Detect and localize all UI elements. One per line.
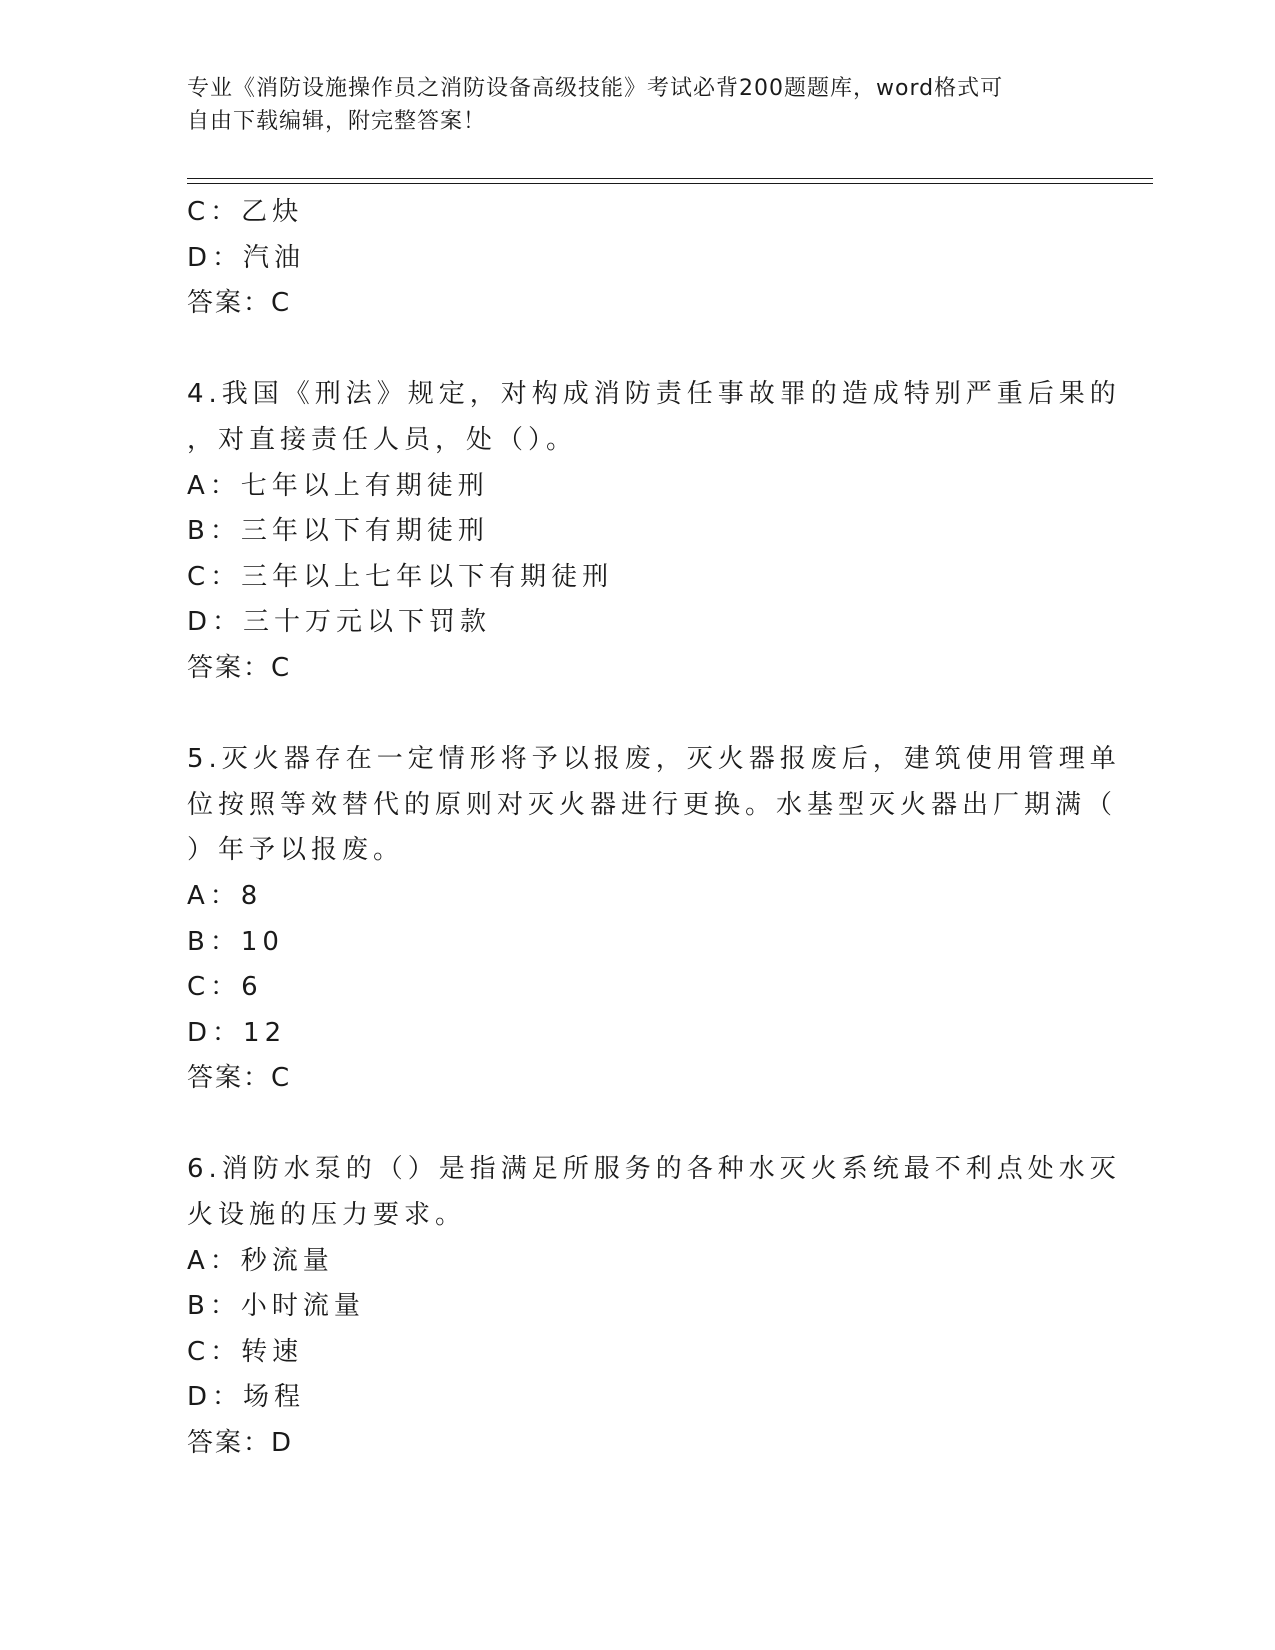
header-rule-bottom (187, 183, 1153, 184)
header-line-2: 自由下载编辑，附完整答案！ (187, 109, 487, 134)
option-c: C：三年以上七年以下有期徒刑 (187, 561, 614, 592)
question-6 (187, 1147, 1121, 1466)
option-b: B：三年以下有期徒刑 (187, 516, 489, 547)
question-stem-line: ）年予以报废。 (187, 835, 405, 866)
answer: 答案：C (187, 1063, 292, 1094)
answer: 答案：C (187, 652, 292, 683)
question-list (187, 190, 1121, 1467)
answer: 答案：D (187, 1428, 294, 1459)
question-4 (187, 372, 1121, 691)
option-d: D：12 (187, 1017, 287, 1048)
question-stem-line: 6.消防水泵的（）是指满足所服务的各种水灭火系统最不利点处水灭 (187, 1154, 1121, 1185)
header-rule-top (187, 178, 1153, 179)
question-stem-line: 火设施的压力要求。 (187, 1200, 467, 1231)
option-d: D：三十万元以下罚款 (187, 607, 492, 638)
question-stem-line: 4.我国《刑法》规定，对构成消防责任事故罪的造成特别严重后果的 (187, 379, 1121, 410)
answer: 答案：C (187, 288, 292, 319)
option-c: C：转速 (187, 1336, 304, 1367)
question-stem-line: 5.灭火器存在一定情形将予以报废，灭火器报废后，建筑使用管理单 (187, 744, 1121, 775)
question-3-continuation (187, 190, 1067, 327)
option-b: B：10 (187, 926, 284, 957)
question-stem-line: ，对直接责任人员，处（）。 (187, 424, 578, 455)
question-5 (187, 737, 1121, 1102)
document-header (187, 72, 1067, 138)
option-a: A：8 (187, 880, 263, 911)
option-c: C：乙炔 (187, 197, 304, 227)
option-b: B：小时流量 (187, 1291, 365, 1322)
header-line-1: 专业《消防设施操作员之消防设备高级技能》考试必背200题题库，word格式可 (187, 76, 1004, 101)
option-c: C：6 (187, 972, 263, 1003)
option-a: A：秒流量 (187, 1245, 334, 1276)
option-d: D：汽油 (187, 242, 306, 273)
option-a: A：七年以上有期徒刑 (187, 470, 489, 501)
option-d: D：场程 (187, 1382, 306, 1413)
question-stem-line: 位按照等效替代的原则对灭火器进行更换。水基型灭火器出厂期满（ (187, 789, 1118, 820)
